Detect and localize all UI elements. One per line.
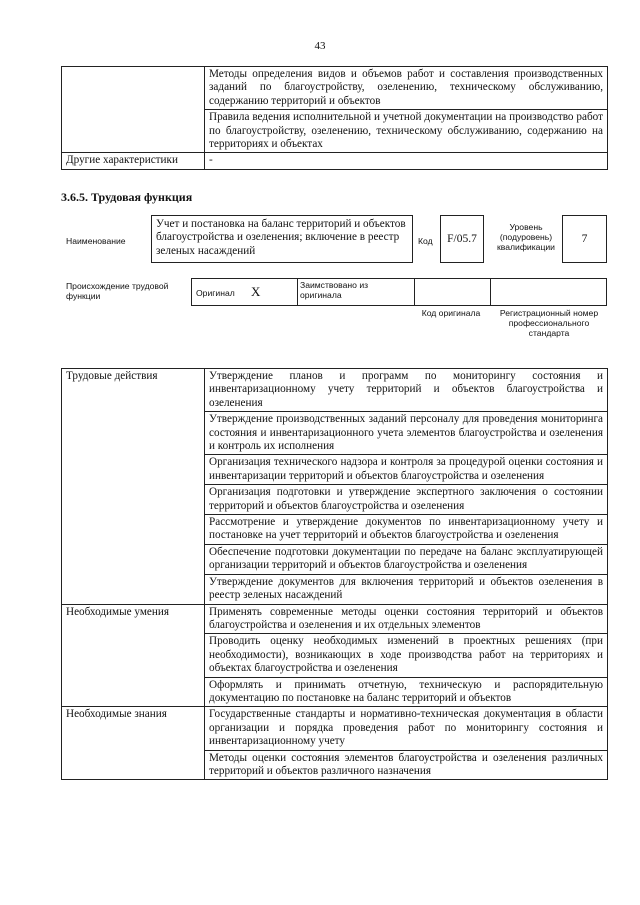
table-cell: Оформлять и принимать отчетную, техническую и распорядительную документацию по постановке на баланс территорий и объектов	[205, 677, 608, 707]
divider	[414, 279, 415, 305]
name-label: Наименование	[66, 236, 126, 246]
level-label: Уровень (подуровень) квалификации	[497, 222, 555, 252]
table-cell: -	[205, 153, 608, 169]
table-cell: Обеспечение подготовки документации по передаче на баланс эксплуатирующей организации территорий и объектов благоустройства и озеленения	[205, 544, 608, 574]
divider	[297, 279, 298, 305]
page-number: 43	[314, 40, 326, 52]
continuation-table	[61, 66, 608, 170]
table-label-cell	[62, 67, 205, 153]
code-original-label: Код оригинала	[421, 308, 481, 318]
table-cell: Организация подготовки и утверждение экспертного заключения о состоянии территорий и объектов благоустройства и озеленения	[205, 485, 608, 515]
table-cell: Методы оценки состояния элементов благоустройства и озеленения различных территорий и объектов различного назначения	[205, 750, 608, 780]
table-label-cell: Трудовые действия	[62, 369, 205, 605]
function-code-box: F/05.7	[440, 215, 484, 263]
original-label: Оригинал	[196, 288, 235, 298]
section-title: 3.6.5. Трудовая функция	[61, 190, 193, 204]
table-cell: Рассмотрение и утверждение документов по инвентаризационному учету и постановке на учет территорий и объектов благоустройства и озеленения	[205, 515, 608, 545]
table-cell: Методы определения видов и объемов работ и составления производственных заданий по благоустройству, озеленению, техническому обслуживанию, содержанию территорий и объектов	[205, 67, 608, 110]
table-label-cell: Необходимые знания	[62, 707, 205, 780]
level-value-box: 7	[562, 215, 607, 263]
table-cell: Проводить оценку необходимых изменений в проектных решениях (при необходимости), возникающих в ходе производства работ на территориях и объектах благоустройства и озеленения	[205, 634, 608, 677]
table-cell: Государственные стандарты и нормативно-техническая документация в области организации и порядка проведения работ по мониторингу состояния и инвентаризационному учету	[205, 707, 608, 750]
divider	[490, 279, 491, 305]
function-table	[61, 368, 608, 780]
code-label: Код	[418, 236, 433, 246]
reg-number-label: Регистрационный номер профессионального стандарта	[499, 308, 599, 338]
table-cell: Применять современные методы оценки состояния территорий и объектов благоустройства и озеленения и их отдельных элементов	[205, 604, 608, 634]
table-cell: Правила ведения исполнительной и учетной документации на производство работ по благоустройству, озеленению, техническому обслуживанию, содержанию на территориях и объектах	[205, 110, 608, 153]
table-label-cell: Необходимые умения	[62, 604, 205, 707]
original-mark: X	[251, 284, 261, 299]
table-cell: Утверждение документов для включения территорий и объектов озеленения в реестр зеленых насаждений	[205, 574, 608, 604]
table-cell: Утверждение планов и программ по мониторингу состояния и инвентаризационному учету территорий и объектов благоустройства и озеленения	[205, 369, 608, 412]
table-cell: Утверждение производственных заданий персоналу для проведения мониторинга состояния и инвентаризационного учета элементов благоустройства и озеленения и контроль их исполнения	[205, 412, 608, 455]
table-label-cell: Другие характеристики	[62, 153, 205, 169]
function-name-box: Учет и постановка на баланс территорий и объектов благоустройства и озеленения; включение в реестр зеленых насаждений	[151, 215, 413, 263]
origin-label: Происхождение трудовой функции	[66, 281, 169, 301]
table-cell: Организация технического надзора и контроля за процедурой оценки состояния и инвентаризации территорий и объектов благоустройства и озеленения	[205, 455, 608, 485]
borrowed-label: Заимствовано из оригинала	[300, 280, 369, 300]
